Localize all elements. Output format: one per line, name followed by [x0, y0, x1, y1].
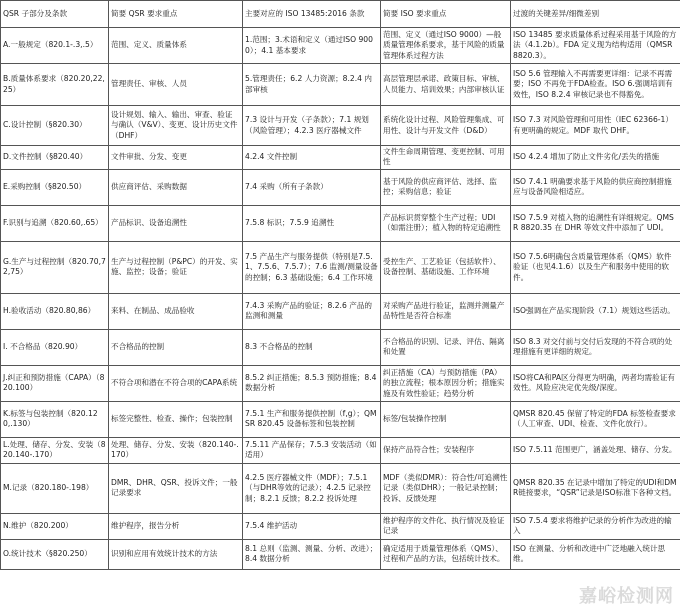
table-cell: 生产与过程控制（P&PC）的开发、实施、监控；设备；验证 [109, 241, 243, 293]
table-cell: DMR、DHR、QSR、投诉文件；一般记录要求 [109, 463, 243, 513]
table-cell: 7.5.8 标识；7.5.9 追溯性 [243, 205, 381, 241]
table-row [1, 365, 680, 401]
table-cell: ISO 7.5.11 范围更广，涵盖处理、储存、分发。 [511, 437, 680, 463]
table-cell: ISO 13485 要求质量体系过程采用基于风险的方法（4.1.2b）。FDA 定义现为结构适用（QMSR 8820.3）。 [511, 28, 680, 64]
table-row [1, 106, 680, 146]
table-row [1, 513, 680, 539]
table-cell: C.设计控制（§820.30） [1, 106, 109, 146]
table-cell: 文件审批、分发、变更 [109, 146, 243, 170]
table-cell: G.生产与过程控制（820.70,72,75） [1, 241, 109, 293]
table-cell: 4.2.4 文件控制 [243, 146, 381, 170]
table-cell: N.维护（820.200） [1, 513, 109, 539]
table-cell: 7.3 设计与开发（子条款）；7.1 规划（风险管理）；4.2.3 医疗器械文件 [243, 106, 381, 146]
table-cell: 标签完整性、检查、操作；包装控制 [109, 401, 243, 437]
table-cell: QMSR 820.35 在记录中增加了特定的UDI和DMR链接要求，“QSR”记录是ISO标准下各种文档。 [511, 463, 680, 513]
table-cell: ISO强调在产品实现阶段（7.1）规划这些活动。 [511, 293, 680, 329]
header-cell: 简要 QSR 要求重点 [109, 1, 243, 28]
table-cell: A.一般规定（820.1-.3,.5） [1, 28, 109, 64]
table-cell: 维护程序，报告分析 [109, 513, 243, 539]
table-cell: ISO 在测量、分析和改进中广泛地融入统计思维。 [511, 539, 680, 569]
table-cell: ISO将CA和PA区分得更为明确，两者均需验证有效性。风险应决定优先级/深度。 [511, 365, 680, 401]
table-cell: 供应商评估、采购数据 [109, 169, 243, 205]
table-cell: 范围、定义、质量体系 [109, 28, 243, 64]
table-cell: 产品标识贯穿整个生产过程；UDI（如需注册）；植入物的特定追溯性 [381, 205, 511, 241]
table-cell: 不合格品的控制 [109, 329, 243, 365]
table-cell: 7.5 产品生产与服务提供（特别是7.5.1、7.5.6、7.5.7）；7.6 监测/测量设备的控制；6.3 基础设施；6.4 工作环境 [243, 241, 381, 293]
table-cell: 设计规划、输入、输出、审查、验证与确认（V&V）、变更、设计历史文件（DHF） [109, 106, 243, 146]
table-row [1, 241, 680, 293]
table-cell: 系统化设计过程、风险管理集成、可用性、设计与开发文件（D&D） [381, 106, 511, 146]
table-cell: 纠正措施（CA）与预防措施（PA）的独立流程；根本原因分析；措施实施及有效性验证；趋势分析 [381, 365, 511, 401]
table-cell: 处理、储存、分发、安装（820.140-.170） [109, 437, 243, 463]
table-cell: D.文件控制（§820.40） [1, 146, 109, 170]
table-cell: 7.4.3 采购产品的验证；8.2.6 产品的监测和测量 [243, 293, 381, 329]
table-row [1, 463, 680, 513]
table-cell: K.标签与包装控制（820.120,.130） [1, 401, 109, 437]
table-cell: 确定适用于质量管理体系（QMS）、过程和产品的方法，包括统计技术。 [381, 539, 511, 569]
table-cell: 4.2.5 医疗器械文件（MDF）；7.5.1（与DHR等效的记录）；4.2.5 记录控制；8.2.1 反馈；8.2.2 投诉处理 [243, 463, 381, 513]
table-cell: 7.5.4 维护活动 [243, 513, 381, 539]
table-row [1, 437, 680, 463]
table-cell: F.识别与追溯（820.60,.65） [1, 205, 109, 241]
table-row [1, 329, 680, 365]
table-cell: 管理责任、审核、人员 [109, 64, 243, 106]
table-cell: 8.5.2 纠正措施；8.5.3 预防措施；8.4 数据分析 [243, 365, 381, 401]
table-cell: QMSR 820.45 保留了特定的FDA 标签检查要求（人工审查、UDI、检查、文件化放行）。 [511, 401, 680, 437]
table-cell: 8.1 总则（监测、测量、分析、改进）；8.4 数据分析 [243, 539, 381, 569]
table-cell: 5.管理责任；6.2 人力资源；8.2.4 内部审核 [243, 64, 381, 106]
table-cell: 不合格品的识别、记录、评估、隔离和处置 [381, 329, 511, 365]
table-row [1, 293, 680, 329]
header-cell: 主要对应的 ISO 13485:2016 条款 [243, 1, 381, 28]
table-row [1, 169, 680, 205]
table-cell: M.记录（820.180-.198） [1, 463, 109, 513]
table-row [1, 539, 680, 569]
table-cell: L.处理、储存、分发、安装（820.140-.170） [1, 437, 109, 463]
header-cell: QSR 子部分及条款 [1, 1, 109, 28]
table-cell: 7.5.1 生产和服务提供控制（f,g）；QMSR 820.45 设备标签和包装控制 [243, 401, 381, 437]
table-cell: 基于风险的供应商评估、选择、监控；采购信息；验证 [381, 169, 511, 205]
table-cell: B.质量体系要求（820.20,22,25） [1, 64, 109, 106]
table-cell: 受控生产、工艺验证（包括软件）、设备控制、基础设施、工作环境 [381, 241, 511, 293]
table-cell: E.采购控制（§820.50） [1, 169, 109, 205]
table-cell: 1.范围；3.术语和定义（通过ISO 9000）；4.1 基本要求 [243, 28, 381, 64]
table-cell: J.纠正和预防措施（CAPA）（820.100） [1, 365, 109, 401]
header-cell: 简要 ISO 要求重点 [381, 1, 511, 28]
table-cell: I. 不合格品（820.90） [1, 329, 109, 365]
header-row [1, 1, 680, 28]
table-cell: ISO 7.5.9 对植入物的追溯性有详细规定。QMSR 8820.35 在 DHR 等效文件中添加了 UDI。 [511, 205, 680, 241]
table-cell: ISO 7.5.4 要求将维护记录的分析作为改进的输入 [511, 513, 680, 539]
table-row [1, 205, 680, 241]
table-cell: 来料、在制品、成品验收 [109, 293, 243, 329]
table-cell: 7.4 采购（所有子条款） [243, 169, 381, 205]
table-cell: 标签/包装操作控制 [381, 401, 511, 437]
table-cell: H.验收活动（820.80,86） [1, 293, 109, 329]
table-cell: 保持产品符合性；安装程序 [381, 437, 511, 463]
table-row [1, 28, 680, 64]
table-cell: 对采购产品进行验证，监测并测量产品特性是否符合标准 [381, 293, 511, 329]
table-cell: ISO 7.4.1 明确要求基于风险的供应商控制措施应与设备风险相适应。 [511, 169, 680, 205]
header-cell: 过渡的关键差异/细微差别 [511, 1, 680, 28]
table-cell: ISO 7.3 对风险管理和可用性（IEC 62366-1）有更明确的规定。MDF 取代 DHF。 [511, 106, 680, 146]
table-cell: O.统计技术（§820.250） [1, 539, 109, 569]
watermark: 嘉峪检测网 [579, 586, 674, 607]
table-cell: 产品标识、设备追溯性 [109, 205, 243, 241]
table-cell: ISO 8.3 对交付前与交付后发现的不符合项的处理措施有更详细的规定。 [511, 329, 680, 365]
table-cell: ISO 4.2.4 增加了防止文件劣化/丢失的措施 [511, 146, 680, 170]
table-cell: MDF（类似DMR）：符合性/可追溯性记录（类似DHR）；一般记录控制；投诉、反馈处理 [381, 463, 511, 513]
table-cell: ISO 5.6 管理输入不再需要更详细：记录不再需要；ISO 不再免于FDA检查。ISO 6.强调培训有效性，ISO 8.2.4 审核记录也不得豁免。 [511, 64, 680, 106]
table-cell: ISO 7.5.6明确包含质量管理体系（QMS）软件验证（也见4.1.6）以及生产和服务中使用的软件。 [511, 241, 680, 293]
table-cell: 不符合项和潜在不符合项的CAPA系统 [109, 365, 243, 401]
table-cell: 维护程序的文件化、执行情况及验证记录 [381, 513, 511, 539]
table-row [1, 146, 680, 170]
table-cell: 高层管理层承诺、政策目标、审核、人员能力、培训效果；内部审核认证 [381, 64, 511, 106]
table-cell: 7.5.11 产品保存；7.5.3 安装活动（如适用） [243, 437, 381, 463]
table-cell: 识别和应用有效统计技术的方法 [109, 539, 243, 569]
table-cell: 范围、定义（通过ISO 9000）—般质量管理体系要求，基于风险的质量管理体系过程方法 [381, 28, 511, 64]
table-body [1, 28, 680, 570]
table-row [1, 401, 680, 437]
table-cell: 文件生命周期管理、变更控制、可用性 [381, 146, 511, 170]
table-cell: 8.3 不合格品的控制 [243, 329, 381, 365]
table-row [1, 64, 680, 106]
